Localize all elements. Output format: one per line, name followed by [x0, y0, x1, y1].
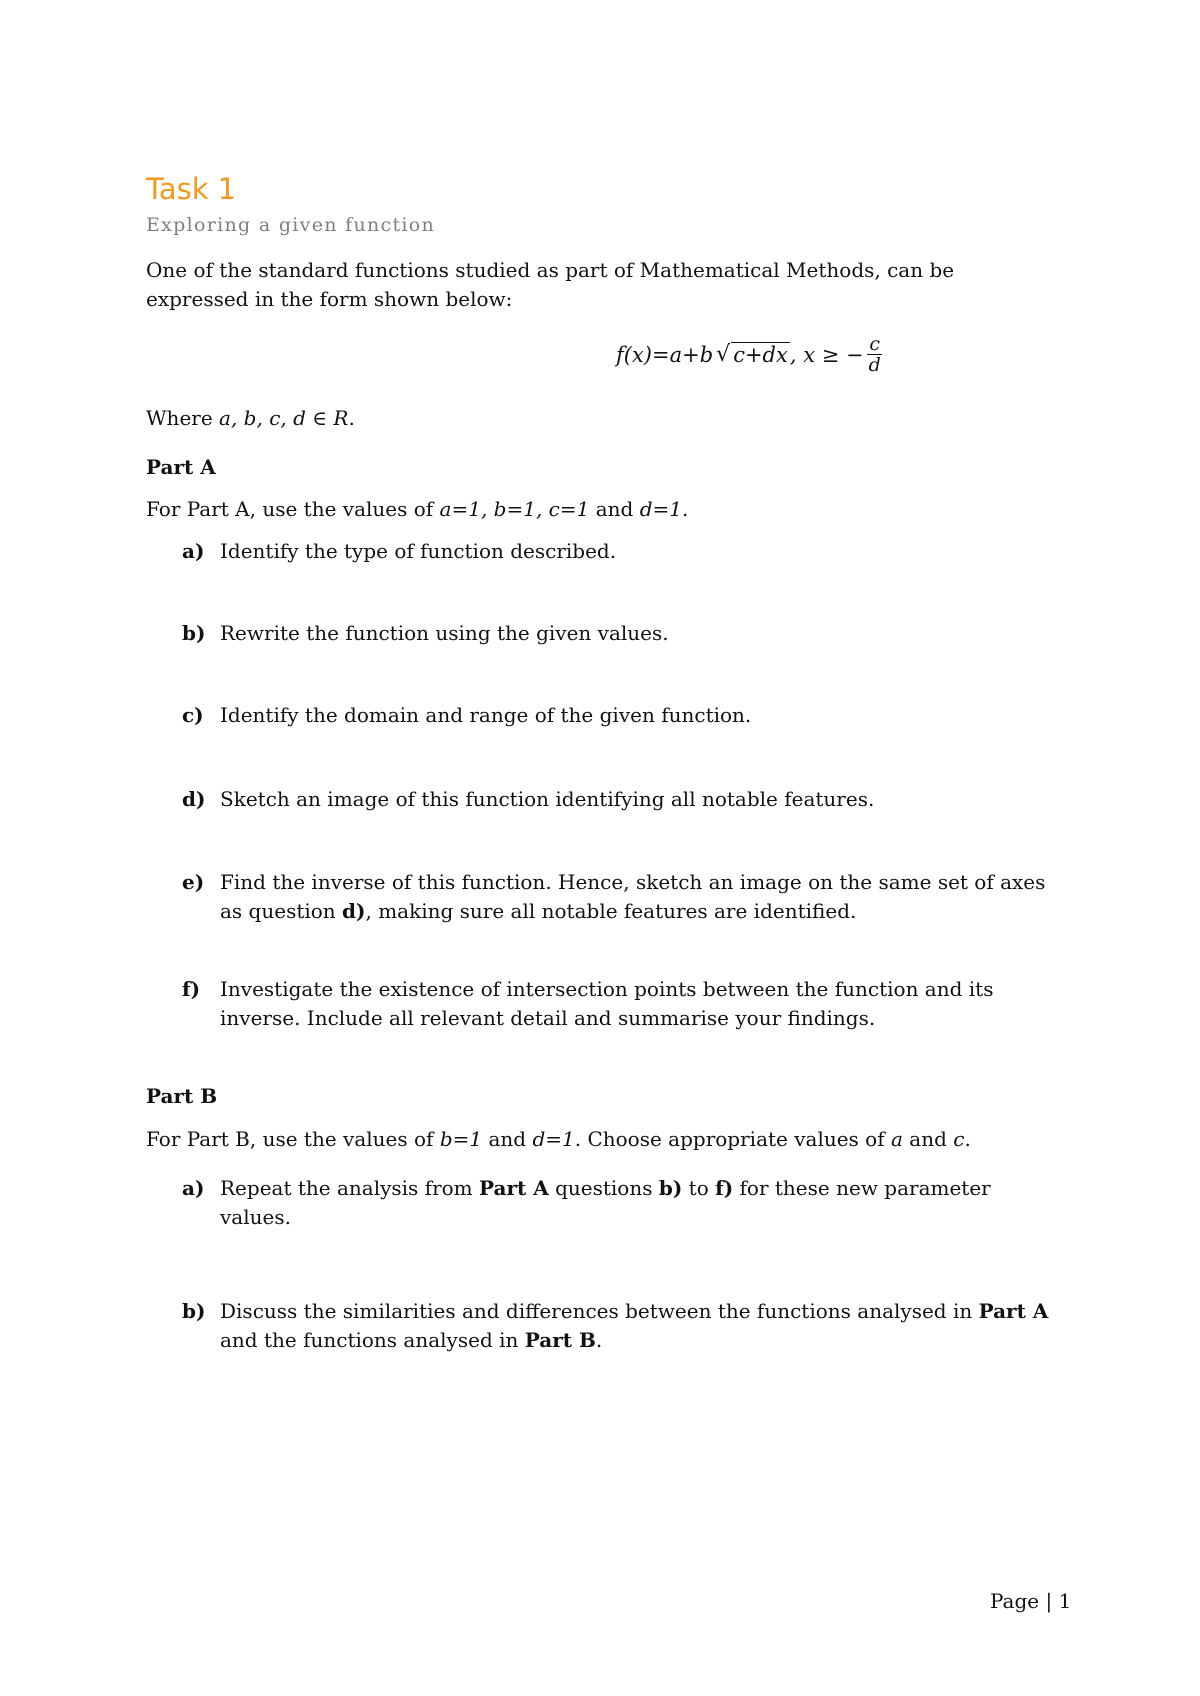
page-number: Page | 1 [990, 1589, 1072, 1613]
item-text: Identify the type of function described. [220, 539, 617, 563]
item-text-part: questions [548, 1176, 659, 1200]
item-text: Investigate the existence of intersection points between the function and its inverse. Include all relevant detail and summarise your findings. [220, 977, 994, 1030]
square-root [713, 342, 790, 367]
item-text [220, 1174, 1060, 1232]
radicand: c+dx [733, 343, 788, 367]
item-text-part: Repeat the analysis from [220, 1176, 479, 1200]
part-b-intro-mid: . Choose appropriate values of [574, 1127, 891, 1151]
part-b-intro-math4: c [953, 1127, 965, 1151]
part-b-intro [146, 1125, 1046, 1154]
where-math: a, b, c, d ∈ R [219, 406, 349, 430]
part-a-heading: Part A [146, 455, 216, 479]
item-text-part: for these new parameter values. [220, 1176, 991, 1229]
item-bold-ref: Part A [978, 1299, 1049, 1323]
sqrt-symbol: √ [716, 342, 731, 367]
document-page [146, 0, 1066, 1696]
task-title: Task 1 [146, 172, 237, 206]
item-text-part: Find the inverse of this function. Hence, sketch an image on the same set of axes as question [220, 870, 1046, 923]
formula-lhs: f(x)=a+b [616, 342, 714, 367]
part-b-intro-math3: a [890, 1127, 903, 1151]
item-bold-ref: d) [342, 899, 366, 923]
where-suffix: . [348, 406, 355, 430]
part-a-intro-suffix: . [681, 497, 689, 521]
where-prefix: Where [146, 406, 220, 430]
item-label: a) [182, 539, 205, 563]
fraction-numerator: c [869, 333, 880, 355]
item-text [220, 868, 1060, 926]
part-a-intro [146, 495, 1046, 524]
item-label: e) [182, 870, 205, 894]
part-b-intro-math2: d=1 [532, 1127, 575, 1151]
item-label: b) [182, 621, 206, 645]
item-bold-ref: b) [658, 1176, 683, 1200]
intro-paragraph: One of the standard functions studied as part of Mathematical Methods, can be expressed in the form shown below: [146, 258, 955, 311]
task-subtitle: Exploring a given function [146, 214, 436, 236]
part-b-intro-math: b=1 [439, 1127, 483, 1151]
item-text: Sketch an image of this function identifying all notable features. [220, 787, 875, 811]
part-b-intro-suffix: . [964, 1127, 971, 1151]
item-label: a) [182, 1176, 205, 1200]
item-text-part: to [682, 1176, 716, 1200]
item-label: c) [182, 703, 204, 727]
part-b-intro-and2: and [902, 1127, 954, 1151]
item-bold-ref: f) [715, 1176, 734, 1200]
part-a-intro-math2: d=1 [639, 497, 682, 521]
item-label: b) [182, 1299, 206, 1323]
item-label: f) [182, 977, 201, 1001]
fraction [867, 334, 883, 375]
part-a-intro-text: For Part A, use the values of [146, 497, 440, 521]
item-text-part: and the functions analysed in [220, 1328, 525, 1352]
item-text: Identify the domain and range of the given function. [220, 703, 752, 727]
function-formula [616, 334, 883, 375]
item-text-part: , making sure all notable features are identified. [365, 899, 857, 923]
part-a-intro-and: and [589, 497, 640, 521]
item-bold-ref: Part A [479, 1176, 549, 1200]
fraction-denominator: d [868, 354, 881, 376]
item-text-part: Discuss the similarities and differences between the functions analysed in [220, 1299, 979, 1323]
item-text-part: . [595, 1328, 603, 1352]
part-b-intro-text: For Part B, use the values of [146, 1127, 440, 1151]
part-b-heading: Part B [146, 1084, 218, 1108]
part-b-intro-and: and [482, 1127, 533, 1151]
formula-condition: , x ≥ − [789, 342, 864, 367]
item-text: Rewrite the function using the given values. [220, 621, 669, 645]
item-text [220, 1297, 1060, 1355]
item-bold-ref: Part B [524, 1328, 596, 1352]
where-line [146, 406, 355, 430]
item-label: d) [182, 787, 206, 811]
part-a-intro-math: a=1, b=1, c=1 [439, 497, 590, 521]
